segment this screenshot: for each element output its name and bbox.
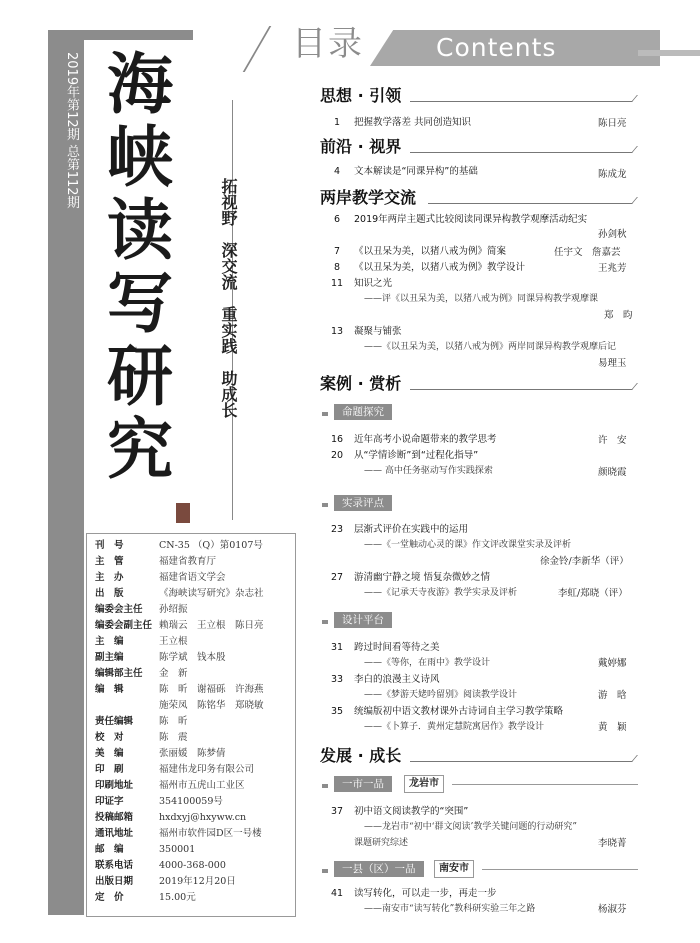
- item-title: 《以丑呆为美，以猪八戒为例》教学设计: [354, 262, 526, 273]
- info-row: [95, 667, 188, 680]
- item-author: 陈成龙: [598, 169, 627, 180]
- item-subtitle: ——南安市“读写转化”教科研实验三年之路: [364, 904, 536, 914]
- info-row: [95, 795, 223, 808]
- info-value: 15.00元: [159, 892, 196, 903]
- item-subtitle: ——龙岩市“初中‘群文阅读’教学关键问题的行动研究”: [364, 822, 577, 832]
- item-author: 孙剑秋: [598, 229, 627, 240]
- toc-item[interactable]: [320, 213, 640, 226]
- item-subtitle: ——《记承天寺夜游》教学实录及评析: [364, 588, 518, 598]
- toc-item[interactable]: [320, 325, 640, 338]
- info-label: 美 编: [95, 748, 124, 759]
- item-title: 读写转化，可以走一步，再走一步: [354, 888, 497, 899]
- issue-vertical-text: 2019年第12期 总第112期: [64, 52, 79, 209]
- subsection-city: 南安市: [434, 860, 474, 878]
- info-label: 主 管: [95, 556, 124, 567]
- contents-label: Contents: [436, 33, 557, 62]
- page-number: 33: [330, 674, 344, 685]
- item-title: 李白的浪漫主义诗风: [354, 674, 440, 685]
- info-row: [95, 731, 188, 744]
- subsection-tag: 一县（区）一品: [334, 861, 424, 877]
- info-value: 354100059号: [159, 796, 223, 807]
- toc-item[interactable]: [320, 641, 640, 654]
- item-title: 统编版初中语文教材课外古诗词自主学习教学策略: [354, 706, 564, 717]
- info-value: 350001: [159, 844, 196, 855]
- info-value: 福建伟龙印务有限公司: [159, 764, 255, 775]
- toc-item[interactable]: [320, 116, 640, 129]
- info-label: 联系电话: [95, 860, 134, 871]
- subsection-tag: 设计平台: [334, 612, 392, 628]
- info-value: 4000-368-000: [159, 860, 226, 871]
- item-subtitle: ——评《以丑呆为美，以猪八戒为例》同课异构教学观摩课: [364, 294, 599, 304]
- title-char: 海: [107, 45, 173, 123]
- item-title: 《以丑呆为美，以猪八戒为例》简案: [354, 246, 507, 257]
- item-author: 黄 颖: [598, 722, 627, 733]
- item-author: 陈日亮: [598, 118, 627, 129]
- header-rule: [638, 50, 700, 56]
- toc-item[interactable]: [320, 523, 640, 536]
- page-number: 41: [330, 888, 344, 899]
- item-title: 知识之光: [354, 278, 393, 289]
- item-title: 文本解读是“同课异构”的基础: [354, 166, 478, 177]
- title-char: 读: [107, 191, 173, 269]
- info-row: [95, 555, 216, 568]
- toc-item[interactable]: [320, 805, 640, 818]
- info-label: 编辑部主任: [95, 668, 143, 679]
- item-title: 近年高考小说命题带来的教学思考: [354, 434, 497, 445]
- item-author: 李晓菁: [598, 838, 627, 849]
- toc-title: 目录: [292, 24, 364, 64]
- info-row: [95, 635, 188, 648]
- tag-rule: [452, 784, 638, 785]
- item-author: 李虹/郑晓（评）: [558, 588, 628, 599]
- info-row: [95, 875, 236, 888]
- info-row: [95, 651, 226, 664]
- page-number: 6: [333, 214, 341, 225]
- section-mark: [619, 197, 638, 204]
- section-mark: [619, 755, 638, 762]
- info-label: 副主编: [95, 652, 124, 663]
- subsection-tag: 一市一品: [334, 776, 392, 792]
- item-title: 从“学情诊断”到“过程化指导”: [354, 450, 479, 461]
- info-value: CN-35 （Q）第0107号: [159, 540, 263, 551]
- section-mark: [619, 95, 638, 102]
- info-value: 赖瑞云 王立根 陈日亮: [159, 620, 264, 631]
- info-value: 陈 昕 谢福砾 许海燕: [159, 684, 264, 695]
- info-row: [95, 683, 264, 696]
- item-title: 跨过时间看等待之美: [354, 642, 440, 653]
- slogan: 拓视野 深交流 重实践 助成长: [219, 178, 238, 418]
- section-rule: [410, 761, 630, 762]
- info-value: 《海峡读写研究》杂志社: [159, 588, 264, 599]
- tag-bar: [322, 620, 328, 624]
- info-value: 金 新: [159, 668, 188, 679]
- subsection-tag: 命题探究: [334, 404, 392, 420]
- toc-item[interactable]: [320, 165, 640, 178]
- toc-item[interactable]: [320, 277, 640, 290]
- item-author: 游 晗: [598, 690, 627, 701]
- top-bar-cap: [48, 30, 193, 40]
- info-row: [95, 747, 226, 760]
- section-mark: [619, 146, 638, 153]
- info-label: 定 价: [95, 892, 124, 903]
- page-number: 35: [330, 706, 344, 717]
- tag-bar: [322, 503, 328, 507]
- info-label: 刊 号: [95, 540, 124, 551]
- info-label: 校 对: [95, 732, 124, 743]
- info-label: 编 辑: [95, 684, 124, 695]
- info-label: 责任编辑: [95, 716, 134, 727]
- tag-bar: [322, 869, 328, 873]
- section-mark: [619, 383, 638, 390]
- section-rule: [410, 389, 630, 390]
- toc-item[interactable]: [320, 705, 640, 718]
- info-value: 福州市五虎山工业区: [159, 780, 245, 791]
- info-label: 编委会副主任: [95, 620, 153, 631]
- info-row: [95, 699, 264, 712]
- tag-bar: [322, 412, 328, 416]
- item-subtitle: ——《一堂触动心灵的课》作文评改课堂实录及评析: [364, 540, 572, 550]
- info-label: 印 刷: [95, 764, 124, 775]
- item-subtitle: ——《等你，在雨中》教学设计: [364, 658, 491, 668]
- seal-stamp: [176, 503, 190, 523]
- info-row: [95, 603, 188, 616]
- info-value: 王立根: [159, 636, 188, 647]
- item-author: 许 安: [598, 435, 627, 446]
- item-author: 任宇文 詹嘉芸: [554, 247, 621, 258]
- info-row: [95, 619, 264, 632]
- item-title: 初中语文阅读教学的“突围”: [354, 806, 469, 817]
- page-number: 23: [330, 524, 344, 535]
- page-number: 31: [330, 642, 344, 653]
- info-row: [95, 843, 195, 856]
- item-author: 徐金铃/李新华（评）: [540, 556, 629, 567]
- info-value: 2019年12月20日: [159, 876, 236, 887]
- section-heading: 发展 · 成长: [320, 746, 402, 765]
- item-subtitle-cont: 课题研究综述: [354, 838, 409, 848]
- section-rule: [410, 152, 630, 153]
- section-heading: 思想 · 引领: [320, 86, 402, 105]
- section-heading: 两岸教学交流: [320, 188, 417, 207]
- toc-item[interactable]: [320, 433, 640, 446]
- title-char: 峡: [107, 118, 173, 196]
- section-heading: 前沿 · 视界: [320, 137, 402, 156]
- header-slash: [243, 26, 272, 72]
- info-label: 出版日期: [95, 876, 134, 887]
- toc-item[interactable]: [320, 449, 640, 462]
- section-rule: [428, 203, 630, 204]
- page-number: 8: [333, 262, 341, 273]
- info-row: [95, 571, 226, 584]
- item-title: 凝聚与铺张: [354, 326, 402, 337]
- info-value: 福建省教育厅: [159, 556, 217, 567]
- info-value: hxdxyj@hxyww.cn: [159, 812, 247, 823]
- page-number: 20: [330, 450, 344, 461]
- toc-item[interactable]: [320, 571, 640, 584]
- info-label: 出 版: [95, 588, 124, 599]
- info-value: 孙绍振: [159, 604, 188, 615]
- page-number: 7: [333, 246, 341, 257]
- info-row: [95, 587, 264, 600]
- item-author: 杨淑芬: [598, 904, 627, 915]
- section-heading: 案例 · 赏析: [320, 374, 402, 393]
- item-subtitle: ——《卜算子．黄州定慧院寓居作》教学设计: [364, 722, 545, 732]
- info-label: 投稿邮箱: [95, 812, 134, 823]
- page-number: 4: [333, 166, 341, 177]
- title-char: 究: [107, 410, 173, 488]
- page-number: 11: [330, 278, 344, 289]
- item-author: 郑 昀: [604, 310, 633, 321]
- title-char: 研: [107, 337, 173, 415]
- info-label: 通讯地址: [95, 828, 134, 839]
- info-value: 陈学斌 钱本殷: [159, 652, 226, 663]
- page-number: 27: [330, 572, 344, 583]
- page-number: 37: [330, 806, 344, 817]
- info-label: 主 编: [95, 636, 124, 647]
- info-row: [95, 891, 196, 904]
- info-row: [95, 859, 226, 872]
- info-value: 陈 震: [159, 732, 188, 743]
- subsection-city: 龙岩市: [404, 775, 444, 793]
- toc-item[interactable]: [320, 673, 640, 686]
- toc-item[interactable]: [320, 887, 640, 900]
- info-row: [95, 827, 262, 840]
- info-label: 印刷地址: [95, 780, 134, 791]
- page-number: 1: [333, 117, 341, 128]
- info-value: 陈 昕: [159, 716, 188, 727]
- item-author: 易理玉: [598, 358, 627, 369]
- info-label: 印证字: [95, 796, 124, 807]
- section-rule: [410, 101, 630, 102]
- info-row: [95, 811, 246, 824]
- page-number: 13: [330, 326, 344, 337]
- item-title: 把握教学落差 共同创造知识: [354, 117, 472, 128]
- info-row: [95, 763, 254, 776]
- subsection-tag: 实录评点: [334, 495, 392, 511]
- item-title: 2019年两岸主题式比较阅读同课异构教学观摩活动纪实: [354, 214, 588, 225]
- info-row: [95, 539, 263, 552]
- item-author: 颜晓霞: [598, 467, 627, 478]
- info-value: 福州市软件园D区一号楼: [159, 828, 262, 839]
- info-label: 主 办: [95, 572, 124, 583]
- info-row: [95, 715, 188, 728]
- tag-rule: [482, 869, 638, 870]
- item-subtitle: —— 高中任务驱动写作实践探索: [364, 466, 493, 476]
- item-subtitle: ——《以丑呆为美，以猪八戒为例》两岸同课异构教学观摩后记: [364, 342, 617, 352]
- info-label: 邮 编: [95, 844, 124, 855]
- journal-title: [90, 45, 190, 488]
- info-value: 张丽媛 陈梦倩: [159, 748, 226, 759]
- info-value: 福建省语文学会: [159, 572, 226, 583]
- title-char: 写: [107, 264, 173, 342]
- page-number: 16: [330, 434, 344, 445]
- tag-bar: [322, 784, 328, 788]
- info-row: [95, 779, 245, 792]
- info-value: 施荣凤 陈铭华 郑晓敏: [159, 700, 264, 711]
- item-author: 戴婷娜: [598, 658, 627, 669]
- item-author: 王兆芳: [598, 263, 627, 274]
- toc-item[interactable]: [320, 261, 640, 274]
- item-subtitle: ——《梦游天姥吟留别》阅读教学设计: [364, 690, 518, 700]
- item-title: 层渐式评价在实践中的运用: [354, 524, 469, 535]
- item-title: 游清幽宁静之境 悟复杂微妙之情: [354, 572, 491, 583]
- masthead-info-box: [86, 533, 296, 917]
- info-label: 编委会主任: [95, 604, 143, 615]
